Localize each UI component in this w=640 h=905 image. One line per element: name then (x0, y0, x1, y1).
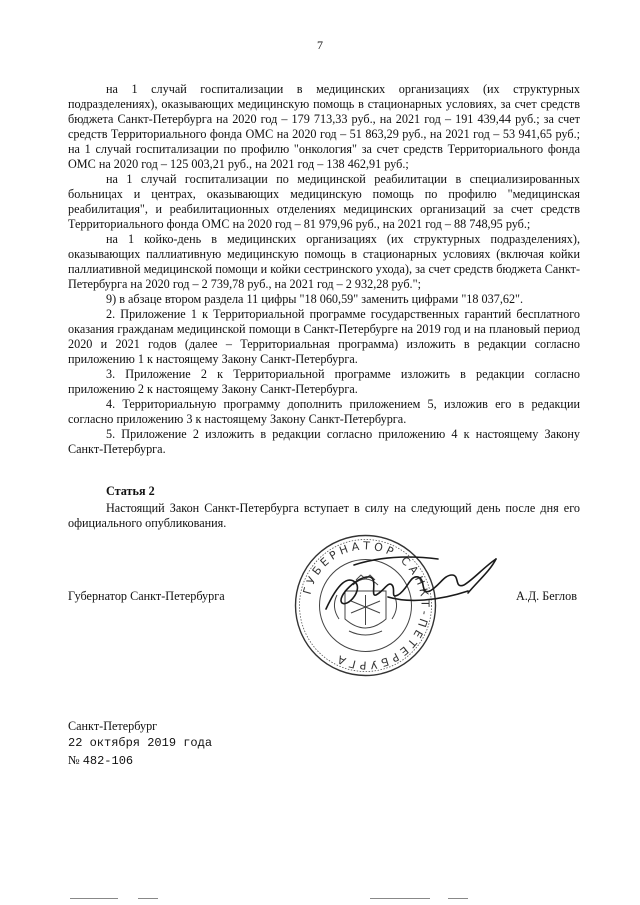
law-body-text (68, 82, 580, 457)
paragraph-item-3: 3. Приложение 2 к Территориальной программе изложить в редакции согласно приложению 2 к настоящему Закону Санкт-Петербурга. (68, 367, 580, 396)
article-text (68, 501, 580, 531)
paragraph-rehabilitation-cost: на 1 случай госпитализации по медицинской реабилитации в специализированных больницах и центрах, оказывающих медицинскую помощь по профилю "медицинская реабилитация", и реабилитационных отделениях медицинских организаций за счет средств Территориального фонда ОМС на 2020 год – 81 979,96 руб., на 2021 год – 88 748,95 руб.; (68, 172, 580, 231)
paragraph-item-5: 5. Приложение 2 изложить в редакции согласно приложению 4 к настоящему Закону Санкт-Петербурга. (68, 427, 580, 456)
governor-signature-image (318, 545, 518, 625)
paragraph-item-2: 2. Приложение 1 к Территориальной программе государственных гарантий бесплатного оказания гражданам медицинской помощи в Санкт-Петербурге на 2019 год и на плановый период 2020 и 2021 годов (далее – Территориальная программа) изложить в редакции согласно приложению 1 к настоящему Закону Санкт-Петербурга. (68, 307, 580, 366)
document-footer (68, 718, 212, 770)
footer-city: Санкт-Петербург (68, 719, 158, 733)
article-2-body: Настоящий Закон Санкт-Петербурга вступает в силу на следующий день после дня его официального опубликования. (68, 501, 580, 530)
paragraph-item-4: 4. Территориальную программу дополнить приложением 5, изложив его в редакции согласно приложению 3 к настоящему Закону Санкт-Петербурга. (68, 397, 580, 426)
paragraph-hospitalization-cost: на 1 случай госпитализации в медицинских организациях (их структурных подразделениях), оказывающих медицинскую помощь в стационарных условиях, за счет средств бюджета Санкт-Петербурга на 2020 год – 179 713,33 руб., на 2021 год – 191 439,44 руб.; за счет средств Территориального фонда ОМС на 2020 год – 51 863,29 руб., на 2021 год – 53 941,65 руб.; на 1 случай госпитализации по профилю "онкология" за счет средств Территориального фонда ОМС на 2020 год – 125 003,21 руб., на 2021 год – 138 462,91 руб.; (68, 82, 580, 171)
article-heading: Статья 2 (106, 484, 155, 498)
footer-number-value: 482-106 (82, 754, 134, 768)
footer-number-prefix: № (68, 753, 83, 767)
page-number: 7 (317, 38, 323, 52)
seal-text: ГУБЕРНАТОР САНКТ-ПЕТЕРБУРГА (300, 539, 432, 672)
governor-title: Губернатор Санкт-Петербурга (68, 589, 225, 603)
footer-number (68, 752, 212, 770)
footer-date: 22 октября 2019 года (68, 736, 213, 750)
bottom-edge-lines (0, 896, 640, 902)
paragraph-section-11-amendment: 9) в абзаце втором раздела 11 цифры "18 060,59" заменить цифрами "18 037,62". (106, 292, 524, 306)
governor-name: А.Д. Беглов (516, 589, 577, 603)
paragraph-palliative-cost: на 1 койко-день в медицинских организациях (их структурных подразделениях), оказывающих паллиативную медицинскую помощь в стационарных условиях (включая койки паллиативной медицинской помощи и койки сестринского ухода), за счет средств бюджета Санкт-Петербурга на 2020 год – 2 739,78 руб., на 2021 год – 2 932,28 руб."; (68, 232, 580, 291)
